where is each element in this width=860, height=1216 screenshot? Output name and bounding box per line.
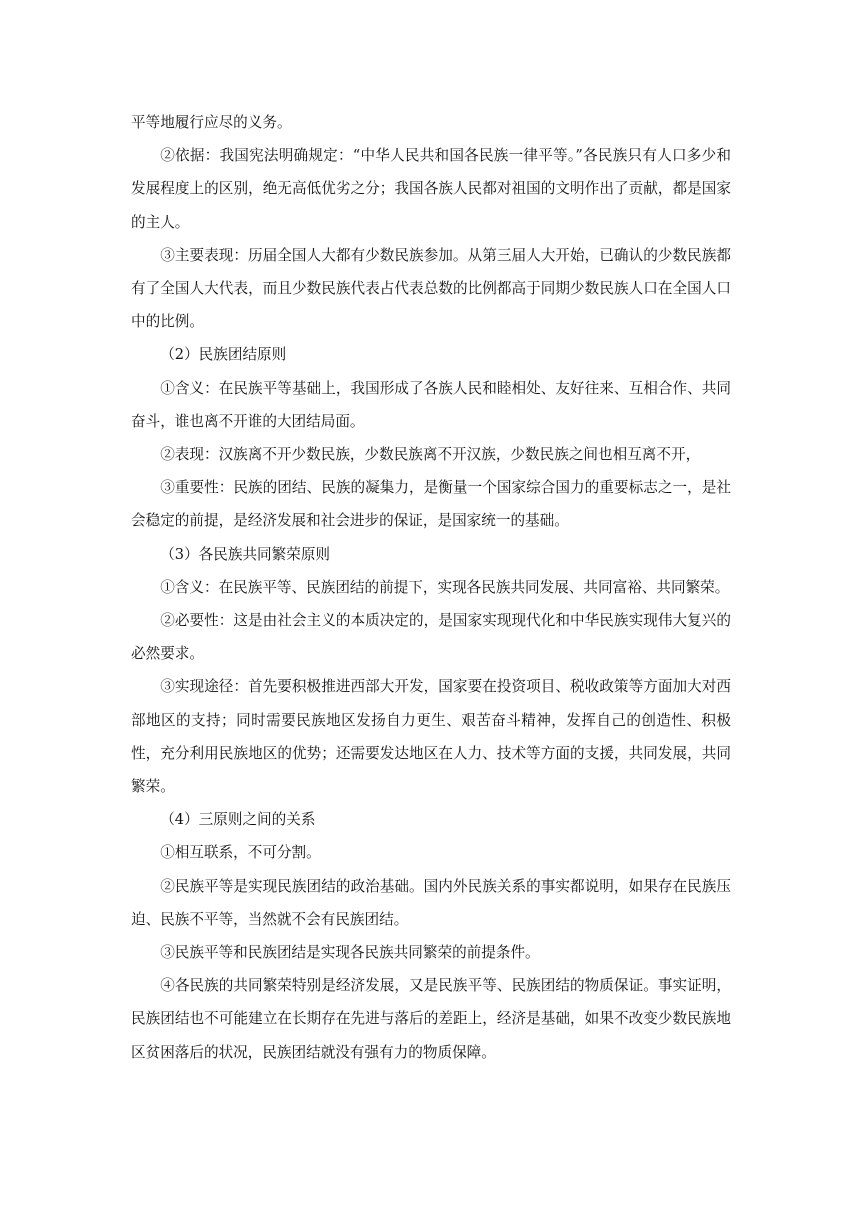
paragraph-continuation: 平等地履行应尽的义务。 [131,114,292,131]
section-heading-unity: （2）民族团结原则 [160,346,287,364]
paragraph-unity-manifestation: ②表现：汉族离不开少数民族，少数民族离不开汉族，少数民族之间也相互离不开， [160,446,701,464]
section-heading-relationship: （4）三原则之间的关系 [160,811,316,829]
paragraph-unity-meaning: ①含义：在民族平等基础上，我国形成了各族人民和睦相处、友好往来、互相合作、共同奋斗，谁也离不开谁的大团结局面。 [131,379,731,430]
paragraph-prosperity-necessity: ②必要性：这是由社会主义的本质决定的，是国家实现现代化和中华民族实现伟大复兴的必然要求。 [131,612,731,663]
paragraph-relationship-4: ④各民族的共同繁荣特别是经济发展，又是民族平等、民族团结的物质保证。事实证明，民族团结也不可能建立在长期存在先进与落后的差距上，经济是基础，如果不改变少数民族地区贫困落后的状况，民族团结就没有强有力的物质保障。 [131,977,731,1061]
section-heading-prosperity: （3）各民族共同繁荣原则 [160,545,331,563]
paragraph-relationship-3: ③民族平等和民族团结是实现各民族共同繁荣的前提条件。 [160,944,540,962]
paragraph-main-manifestation: ③主要表现：历届全国人大都有少数民族参加。从第三届人大开始，已确认的少数民族都有了全国人大代表，而且少数民族代表占代表总数的比例都高于同期少数民族人口在全国人口中的比例。 [131,246,731,331]
paragraph-basis: ②依据：我国宪法明确规定：“中华人民共和国各民族一律平等。”各民族只有人口多少和发展程度上的区别，绝无高低优劣之分；我国各族人民都对祖国的文明作出了贡献，都是国家的主人。 [131,147,731,231]
paragraph-relationship-2: ②民族平等是实现民族团结的政治基础。国内外民族关系的事实都说明，如果存在民族压迫、民族不平等，当然就不会有民族团结。 [131,877,731,928]
paragraph-unity-importance: ③重要性：民族的团结、民族的凝集力，是衡量一个国家综合国力的重要标志之一，是社会稳定的前提，是经济发展和社会进步的保证，是国家统一的基础。 [131,479,731,530]
paragraph-prosperity-approach: ③实现途径：首先要积极推进西部大开发，国家要在投资项目、税收政策等方面加大对西部地区的支持；同时需要民族地区发扬自力更生、艰苦奋斗精神，发挥自己的创造性、积极性，充分利用民族地区的优势；还需要发达地区在人力、技术等方面的支援，共同发展，共同繁荣。 [131,678,731,796]
paragraph-relationship-1: ①相互联系，不可分割。 [160,844,321,862]
paragraph-prosperity-meaning: ①含义：在民族平等、民族团结的前提下，实现各民族共同发展、共同富裕、共同繁荣。 [160,578,730,596]
document-body [131,106,731,1069]
